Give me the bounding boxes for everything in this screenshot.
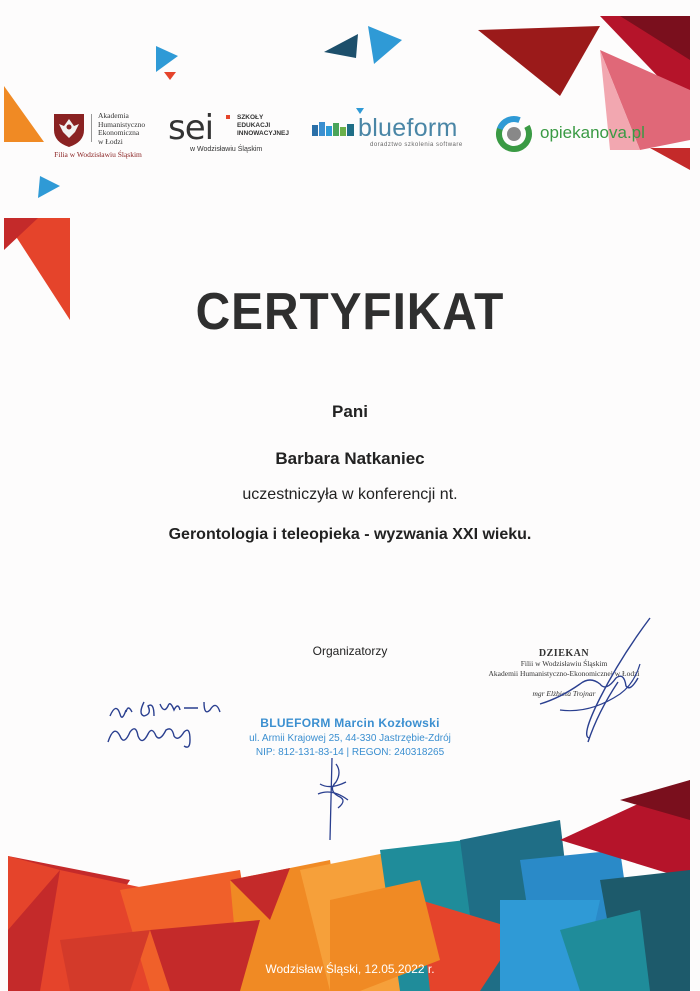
dean-line: Akademii Humanistyczno-Ekonomicznej w Łodzi	[488, 669, 640, 678]
right-signature	[500, 612, 660, 748]
sei-word: SZKOŁY	[237, 114, 264, 121]
participation-text: uczestniczyła w konferencji nt.	[242, 486, 458, 503]
ahe-name-line: Akademia	[98, 111, 129, 120]
blueform-tagline: doradztwo szkolenia software	[370, 142, 463, 148]
stamp-address: ul. Armii Krajowej 25, 44-330 Jastrzębie-Zdrój	[249, 733, 451, 744]
sei-logo	[168, 108, 298, 160]
ahe-branch: Filia w Wodzisławiu Śląskim	[54, 150, 142, 159]
ahe-name	[98, 112, 160, 146]
middle-signature	[312, 754, 358, 840]
opiekanova-logo	[494, 112, 654, 156]
sei-words	[237, 114, 289, 138]
opiekanova-ring-icon	[494, 114, 534, 154]
stamp-ids: NIP: 812-131-83-14 | REGON: 240318265	[255, 747, 445, 758]
sei-city: w Wodzisławiu Śląskim	[190, 146, 263, 153]
blueform-logo	[312, 112, 472, 152]
sei-word: EDUKACJI	[237, 122, 271, 129]
opiekanova-name: opiekanova.pl	[540, 123, 645, 142]
ahe-crest-icon	[52, 110, 86, 148]
ahe-name-line: Humanistyczno	[98, 119, 146, 129]
ahe-name-line: Ekonomiczna	[98, 128, 140, 137]
certificate-title: CERTYFIKAT	[195, 283, 505, 341]
recipient-name: Barbara Natkaniec	[275, 449, 425, 468]
conference-topic: Gerontologia i teleopieka - wyzwania XXI wieku.	[168, 526, 532, 543]
blueform-mark-icon	[312, 122, 356, 136]
blueform-name: blueform	[358, 114, 458, 142]
stamp-company: BLUEFORM Marcin Kozłowski	[260, 716, 440, 730]
ahe-logo	[48, 108, 158, 162]
ahe-separator	[91, 114, 92, 142]
organizers-label: Organizatorzy	[312, 644, 388, 658]
sei-word: INNOWACYJNEJ	[237, 130, 290, 137]
sei-dot	[226, 115, 230, 119]
ahe-name-line: w Łodzi	[98, 136, 123, 146]
dean-line: Filii w Wodzisławiu Śląskim	[520, 659, 608, 668]
sei-mark: sei	[168, 108, 214, 148]
dean-title: DZIEKAN	[538, 648, 590, 659]
salutation: Pani	[332, 402, 368, 421]
place-date: Wodzisław Śląski, 12.05.2022 r.	[265, 962, 435, 976]
dean-name: mgr Elżbieta Trojnar	[532, 689, 596, 698]
left-signature	[104, 694, 244, 756]
